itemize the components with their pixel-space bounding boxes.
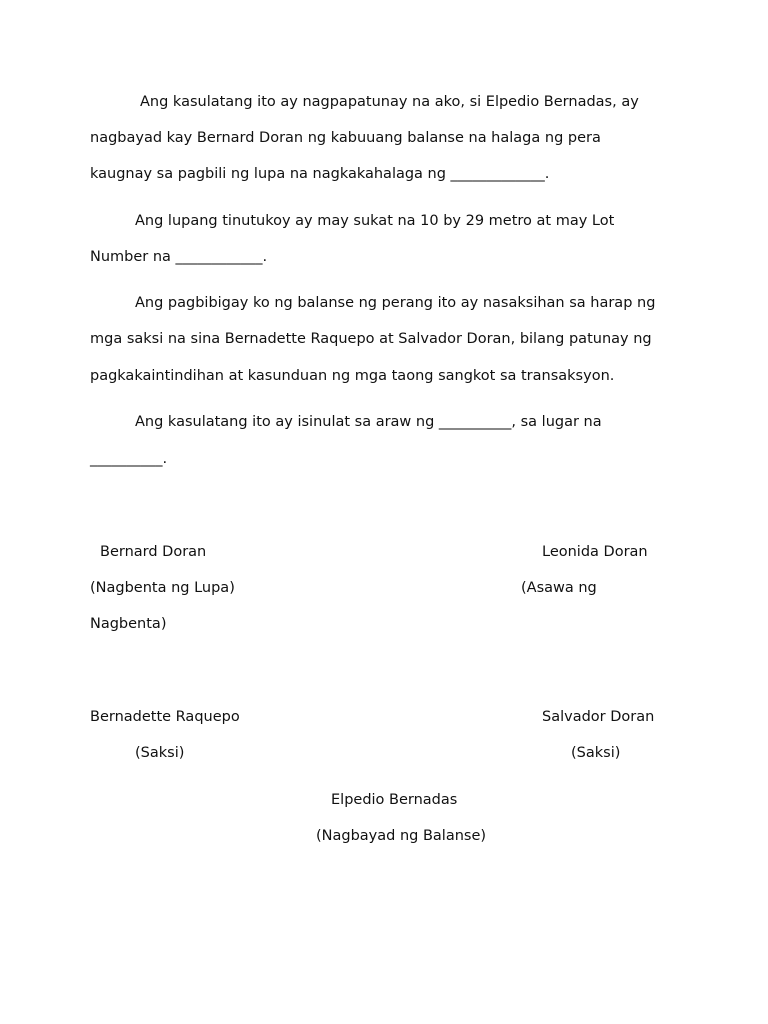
spouse-name: Leonida Doran (542, 544, 648, 560)
payer-name: Elpedio Bernadas (331, 792, 458, 808)
witness-1-name: Bernadette Raquepo (90, 709, 240, 725)
seller-role: (Nagbenta ng Lupa) (90, 580, 235, 596)
witness-2-name: Salvador Doran (542, 709, 655, 725)
paragraph-3-line-1: Ang pagbibigay ko ng balanse ng perang ito ay nasaksihan sa harap ng (135, 295, 656, 311)
paragraph-2-line-2: Number na ____________. (90, 249, 268, 265)
witness-1-role: (Saksi) (135, 745, 185, 761)
spouse-role-line-2: Nagbenta) (90, 616, 167, 632)
paragraph-1-line-3: kaugnay sa pagbili ng lupa na nagkakahalaga ng _____________. (90, 166, 550, 182)
seller-name: Bernard Doran (100, 544, 207, 560)
paragraph-4-line-2: __________. (90, 451, 168, 467)
spouse-role-line-1: (Asawa ng (521, 580, 597, 596)
payer-role: (Nagbayad ng Balanse) (316, 828, 487, 844)
paragraph-2-line-1: Ang lupang tinutukoy ay may sukat na 10 by 29 metro at may Lot (135, 213, 615, 229)
paragraph-3-line-3: pagkakaintindihan at kasunduan ng mga taong sangkot sa transaksyon. (90, 368, 615, 384)
paragraph-3-line-2: mga saksi na sina Bernadette Raquepo at Salvador Doran, bilang patunay ng (90, 331, 652, 347)
paragraph-1-line-1: Ang kasulatang ito ay nagpapatunay na ako, si Elpedio Bernadas, ay (140, 94, 639, 110)
paragraph-4-line-1: Ang kasulatang ito ay isinulat sa araw ng __________, sa lugar na (135, 414, 602, 430)
witness-2-role: (Saksi) (571, 745, 621, 761)
paragraph-1-line-2: nagbayad kay Bernard Doran ng kabuuang balanse na halaga ng pera (90, 130, 601, 146)
